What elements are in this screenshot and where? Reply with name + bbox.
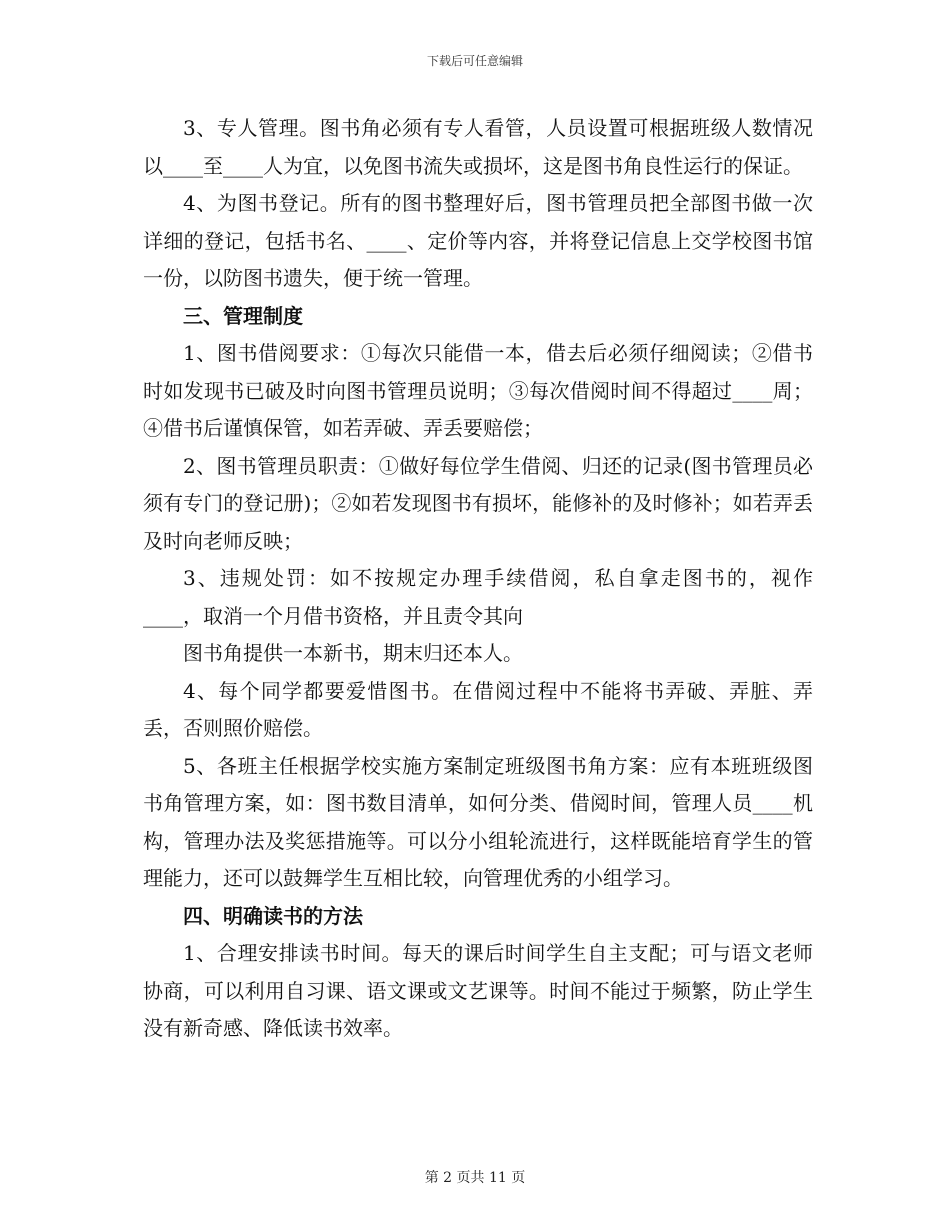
paragraph-violation-penalty: 3、违规处罚：如不按规定办理手续借阅，私自拿走图书的，视作____，取消一个月借书资格，并且责令其向 [143,566,813,628]
document-body [143,110,813,1048]
paragraph-violation-penalty-continued: 图书角提供一本新书，期末归还本人。 [183,641,523,665]
paragraph-class-plan: 5、各班主任根据学校实施方案制定班级图书角方案：应有本班班级图书角管理方案，如：图书数目清单，如何分类、借阅时间，管理人员____机构，管理办法及奖惩措施等。可以分小组轮流进行，这样既能培育学生的管理能力，还可以鼓舞学生互相比较，向管理优秀的小组学习。 [143,753,813,890]
section-heading-management-rules: 三、管理制度 [183,303,303,328]
section-heading-reading-methods: 四、明确读书的方法 [183,903,363,928]
paragraph-book-registration: 4、为图书登记。所有的图书整理好后，图书管理员把全部图书做一次详细的登记，包括书名、____、定价等内容，并将登记信息上交学校图书馆一份，以防图书遗失，便于统一管理。 [143,191,813,290]
paragraph-librarian-duties: 2、图书管理员职责：①做好每位学生借阅、归还的记录(图书管理员必须有专门的登记册)；②如若发现图书有损坏，能修补的及时修补；如若弄丢及时向老师反映； [143,453,813,553]
paragraph-borrowing-requirements: 1、图书借阅要求：①每次只能借一本，借去后必须仔细阅读；②借书时如发现书已破及时向图书管理员说明；③每次借阅时间不得超过____周；④借书后谨慎保管，如若弄破、弄丢要赔偿； [143,341,813,440]
paragraph-staff-management: 3、专人管理。图书角必须有专人看管，人员设置可根据班级人数情况以____至____人为宜，以免图书流失或损坏，这是图书角良性运行的保证。 [143,116,813,178]
page-header: 下载后可任意编辑 [426,54,523,68]
paragraph-care-for-books: 4、每个同学都要爱惜图书。在借阅过程中不能将书弄破、弄脏、弄丢，否则照价赔偿。 [143,678,813,740]
paragraph-reading-time: 1、合理安排读书时间。每天的课后时间学生自主支配；可与语文老师协商，可以利用自习课、语文课或文艺课等。时间不能过于频繁，防止学生没有新奇感、降低读书效率。 [143,941,813,1040]
page-footer: 第 2 页共 11 页 [424,1170,526,1186]
